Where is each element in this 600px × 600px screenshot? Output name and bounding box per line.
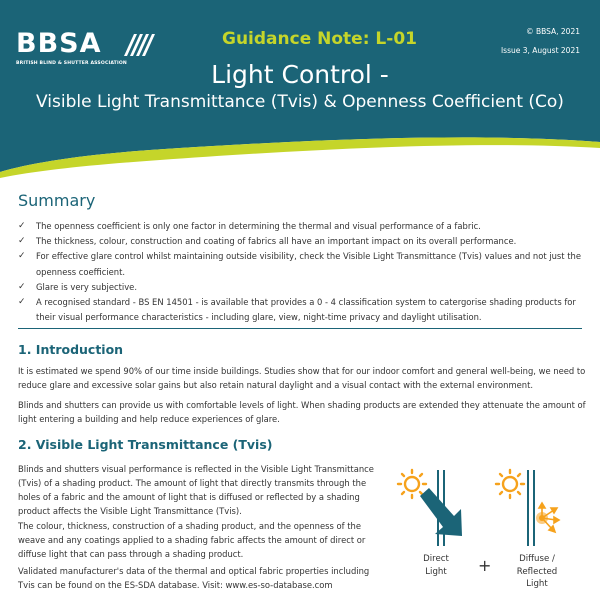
summary-bullet: ✓ A recognised standard - BS EN 14501 - is available that provides a 0 - 4 classification system to catergorise shading products for their visual performance characteristics - including glare, view, night-time privacy and daylight utilisation.	[18, 297, 576, 323]
summary-bullet: ✓ The openness coefficient is only one factor in determining the thermal and visual performance of a fabric.	[18, 219, 593, 234]
section-divider	[18, 328, 582, 329]
diffuse-light-icon	[536, 503, 559, 532]
direct-light-arrow-icon	[420, 488, 462, 536]
tvis-heading: 2. Visible Light Transmittance (Tvis)	[18, 437, 273, 452]
introduction-paragraph: It is estimated we spend 90% of our time inside buildings. Studies show that for our indoor comfort and general well-being, we need to reduce glare and excessive solar gains but also retain natural daylight and a visual contact with the external environment.	[18, 366, 586, 390]
diffuse-light-label: Diffuse / Reflected Light	[516, 554, 558, 589]
check-icon: ✓	[18, 281, 26, 292]
logo-subtitle: BRITISH BLIND & SHUTTER ASSOCIATION	[16, 61, 127, 66]
check-icon: ✓	[18, 251, 26, 262]
introduction-heading: 1. Introduction	[18, 342, 124, 357]
direct-light-label: Direct Light	[423, 554, 449, 577]
summary-list	[18, 219, 593, 325]
page-title: Light Control -	[211, 60, 389, 89]
introduction-paragraph: Blinds and shutters can provide us with comfortable levels of light. When shading products are extended they attenuate the amount of light entering a building and help reduce experiences of glare.	[18, 400, 586, 424]
tvis-paragraph: The colour, thickness, construction of a shading product, and the openness of the weave and any coatings applied to a shading fabric affects the amount of direct or diffuse light that can pass through a shading product.	[18, 521, 366, 559]
check-icon: ✓	[18, 221, 26, 231]
summary-bullet: ✓ Glare is very subjective.	[18, 280, 593, 295]
plus-sign: +	[478, 556, 492, 575]
copyright-text: © BBSA, 2021	[526, 27, 580, 36]
light-diagram	[392, 458, 592, 550]
logo-word: BBSA	[16, 28, 102, 59]
check-icon: ✓	[18, 236, 26, 247]
page-subtitle: Visible Light Transmittance (Tvis) & Openness Coefficient (Co)	[36, 92, 564, 112]
summary-bullet: ✓ For effective glare control whilst maintaining outside visibility, check the Visible Light Transmittance (Tvis) values and not just the openness coefficient.	[18, 251, 581, 277]
guidance-note-label: Guidance Note: L-01	[222, 29, 417, 49]
sun-icon	[496, 470, 524, 498]
header-banner	[0, 0, 600, 180]
issue-text: Issue 3, August 2021	[500, 46, 580, 55]
summary-heading: Summary	[18, 191, 96, 210]
tvis-paragraph: Validated manufacturer's data of the thermal and optical fabric properties including Tvis can be found on the ES-SDA database. Visit: www.es-so-database.com	[18, 566, 370, 590]
summary-bullet: ✓ The thickness, colour, construction and coating of fabrics all have an important impact on its overall performance.	[18, 234, 593, 249]
logo-slashes-icon	[122, 32, 156, 58]
check-icon: ✓	[18, 297, 26, 308]
header-background	[0, 0, 600, 180]
sun-icon	[398, 470, 426, 498]
shading-panel	[528, 470, 534, 546]
tvis-paragraph: Blinds and shutters visual performance is reflected in the Visible Light Transmittance (Tvis) of a shading product. The amount of light that directly transmits through the holes of a fabric and the amount of light that is diffused or reflected by a shading product affects the Visible Light Transmittance (Tvis).	[18, 464, 374, 516]
